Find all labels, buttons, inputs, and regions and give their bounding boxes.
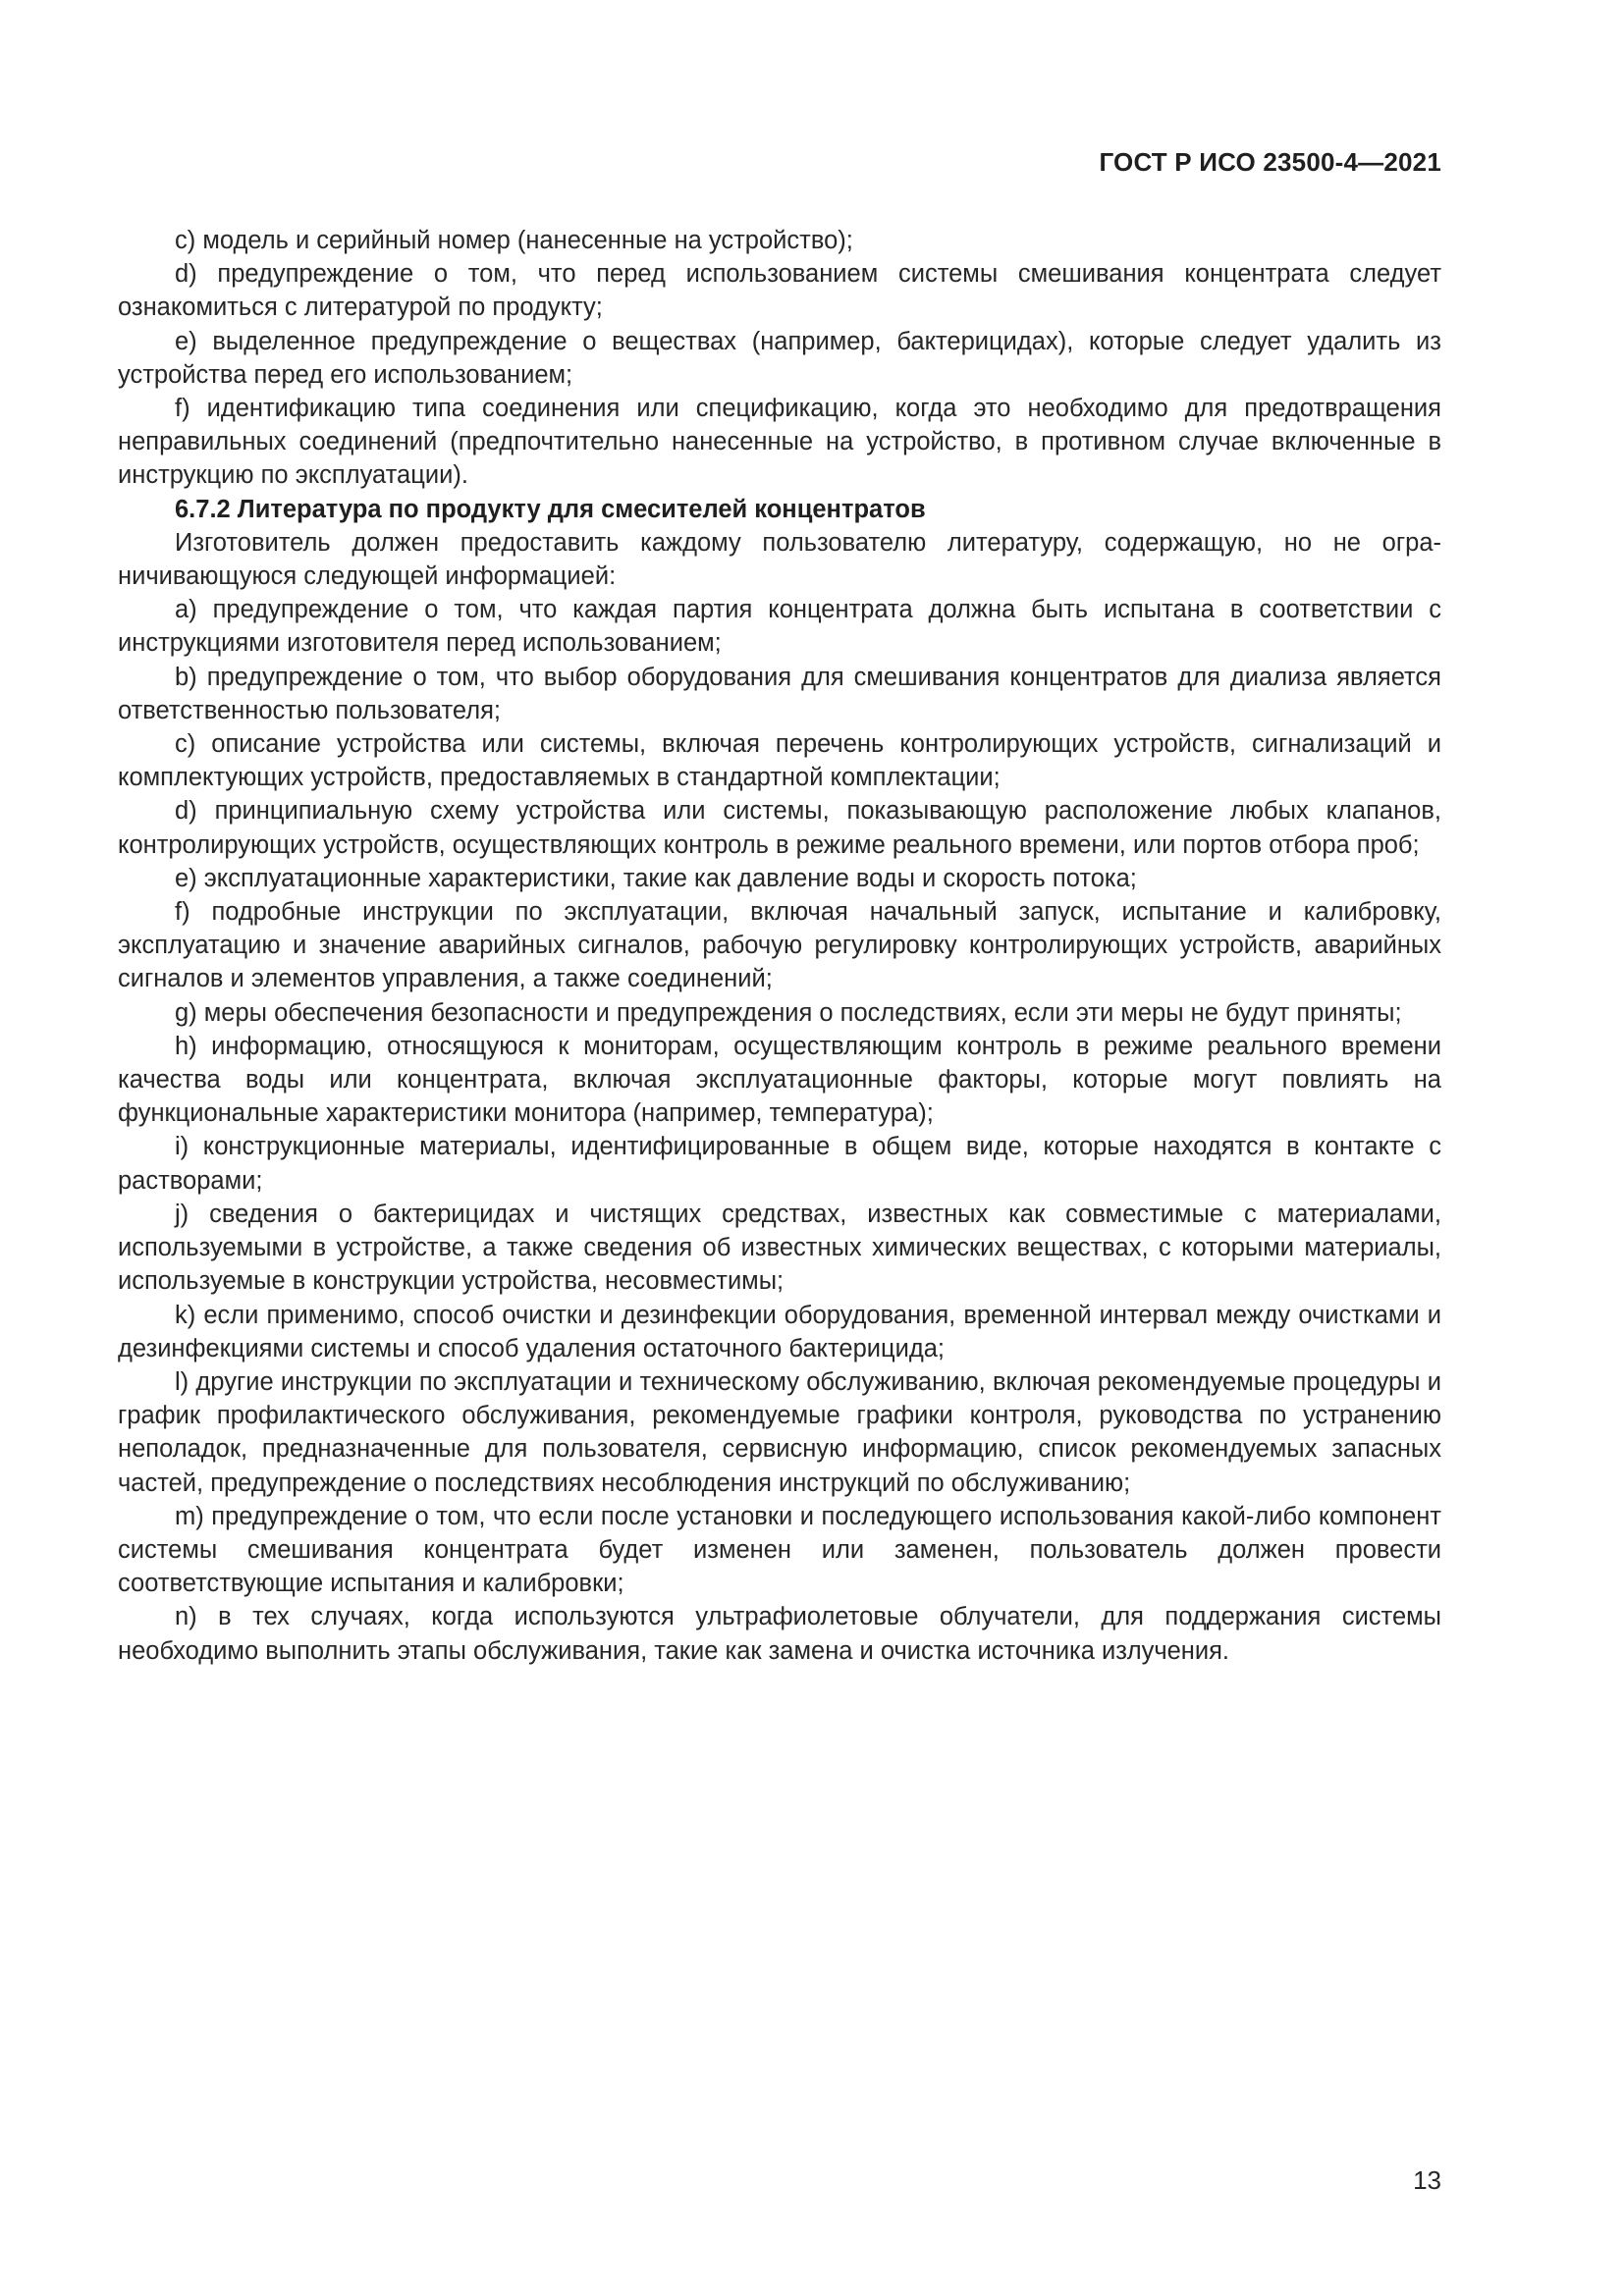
list-item-k: k) если применимо, способ очистки и дезинфекции оборудования, временной интервал между очистками и дезинфекциями системы и способ удаления остаточного бактерицида; — [118, 1301, 1441, 1362]
list-item-i: i) конструкционные материалы, идентифицированные в общем виде, которые находятся в контакте с растворами; — [118, 1133, 1441, 1195]
list-item-d: d) принципиальную схему устройства или системы, показывающую расположение любых клапанов, контролирующих устройств, осуществляющих контроль в режиме реального времени, или портов отбора проб; — [118, 797, 1441, 859]
list-item-g: g) меры обеспечения безопасности и предупреждения о последствиях, если эти меры не будут приняты; — [175, 998, 1402, 1027]
list-item-f-marking: f) идентификацию типа соединения или спецификацию, когда это необходимо для предотвращения неправильных соединений (предпочтительно нанесенные на устройство, в противном случае включенные в инструкцию по эксплуатации). — [118, 395, 1441, 490]
section-intro: Изготовитель должен предоставить каждому пользователю литературу, содержащую, но не ограничивающуюся следующей информацией: — [118, 528, 1441, 591]
list-item-a: a) предупреждение о том, что каждая партия концентрата должна быть испытана в соответствии с инструкциями изготовителя перед использованием; — [118, 596, 1441, 658]
list-item-f: f) подробные инструкции по эксплуатации, включая начальный запуск, испытание и калибровку, эксплуатацию и значение аварийных сигналов, рабочую регулировку контролирующих устройств, аварийных сигналов и элементов управления, а также соединений; — [118, 898, 1441, 993]
list-item-m: m) предупреждение о том, что если после установки и последующего использования какой-либо компонент системы смешивания концентрата будет изменен или заменен, пользователь должен провести соответствующие испытания и калибровки; — [118, 1502, 1441, 1598]
list-item-j: j) сведения о бактерицидах и чистящих средствах, известных как совместимые с материалами, используемыми в устройстве, а также сведения об известных химических веществах, с которыми материалы, используемые в конструкции устройства, несовместимы; — [118, 1200, 1441, 1296]
list-item-n: n) в тех случаях, когда используются ультрафиолетовые облучатели, для поддержания системы необходимо выполнить этапы обслуживания, такие как замена и очистка источника излучения. — [118, 1603, 1441, 1665]
list-item-c-marking: c) модель и серийный номер (нанесенные на устройство); — [175, 227, 853, 254]
section-heading-6-7-2: 6.7.2 Литература по продукту для смесителей концентратов — [175, 495, 926, 523]
list-item-b: b) предупреждение о том, что выбор оборудования для смешивания концентратов для диализа является ответственностью пользователя; — [118, 663, 1441, 724]
list-item-d-marking: d) предупреждение о том, что перед использованием системы смешивания концентрата следует ознакомиться с литературой по продукту; — [118, 260, 1441, 322]
list-item-e: e) эксплуатационные характеристики, такие как давление воды и скорость потока; — [175, 864, 1137, 892]
standard-header: ГОСТ Р ИСО 23500-4—2021 — [1099, 147, 1441, 177]
list-item-c: c) описание устройства или системы, включая перечень контролирующих устройств, сигнализаций и комплектующих устройств, предоставляемых в стандартной комплектации; — [118, 730, 1441, 792]
document-body — [118, 224, 1441, 1668]
list-item-e-marking: e) выделенное предупреждение о веществах (например, бактерицидах), которые следует удалить из устройства перед его использованием; — [118, 327, 1441, 389]
list-item-h: h) информацию, относящуюся к мониторам, осуществляющим контроль в режиме реального времени качества воды или концентрата, включая эксплуатационные факторы, которые могут повлиять на функциональные характеристики монитора (например, температура); — [118, 1032, 1441, 1128]
list-item-l: l) другие инструкции по эксплуатации и техническому обслуживанию, включая рекомендуемые процедуры и график профилактического обслуживания, рекомендуемые графики контроля, руководства по устранению неполадок, предназначенные для пользователя, сервисную информацию, список рекомендуемых запасных частей, предупреждение о последствиях несоблюдения инструкций по обслуживанию; — [118, 1367, 1441, 1497]
page-number: 13 — [1413, 2165, 1441, 2195]
